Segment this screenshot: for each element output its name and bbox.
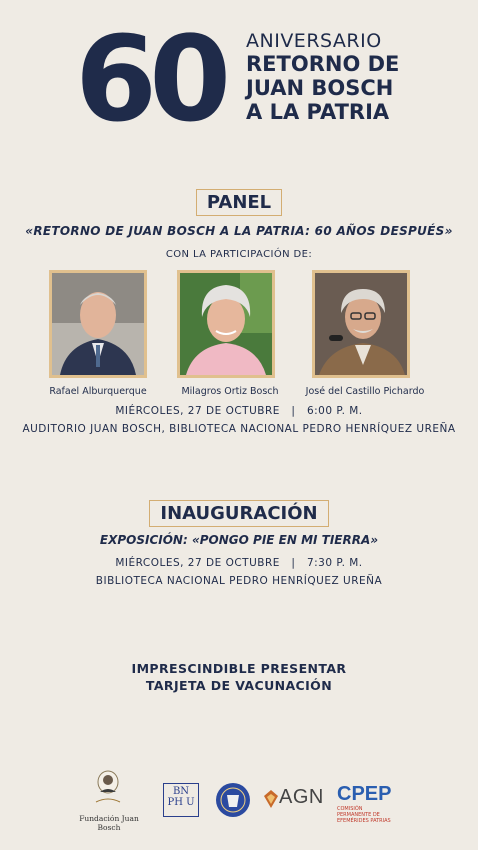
- speaker-name-3: José del Castillo Pichardo: [305, 386, 425, 397]
- inauguration-heading: INAUGURACIÓN: [149, 500, 328, 527]
- agn-logo-text: AGN: [279, 786, 324, 808]
- exhibition-title: EXPOSICIÓN: «PONGO PIE EN MI TIERRA»: [99, 533, 379, 547]
- panel-heading: PANEL: [196, 189, 282, 216]
- anniversary-number: 60: [75, 10, 224, 148]
- panel-title: «RETORNO DE JUAN BOSCH A LA PATRIA: 60 AÑOS DESPUÉS»: [25, 224, 453, 238]
- inauguration-heading-wrap: [0, 500, 478, 527]
- speaker-photo-1: [49, 270, 147, 378]
- header-line-3: JUAN BOSCH: [246, 76, 394, 100]
- fundacion-juan-bosch-label: Fundación Juan Bosch: [79, 814, 139, 832]
- panel-venue: AUDITORIO JUAN BOSCH, BIBLIOTECA NACIONAL PEDRO HENRÍQUEZ UREÑA: [22, 423, 456, 435]
- panel-heading-wrap: [0, 189, 478, 216]
- fundacion-juan-bosch-logo: [94, 770, 122, 814]
- speaker-name-2: Milagros Ortiz Bosch: [181, 386, 279, 397]
- inauguration-date-time: MIÉRCOLES, 27 DE OCTUBRE | 7:30 P. M.: [115, 557, 363, 569]
- bnphu-logo: BN PH U: [163, 783, 199, 817]
- header-line-4: A LA PATRIA: [246, 100, 390, 124]
- university-seal-logo: [215, 781, 251, 823]
- participation-label: CON LA PARTICIPACIÓN DE:: [165, 249, 313, 260]
- panel-date-time: MIÉRCOLES, 27 DE OCTUBRE | 6:00 P. M.: [115, 405, 363, 417]
- cpep-logo-text: CPEP: [337, 783, 392, 805]
- inauguration-venue: BIBLIOTECA NACIONAL PEDRO HENRÍQUEZ UREÑA: [95, 575, 383, 587]
- agn-emblem-icon: [262, 788, 280, 814]
- requirement-line-1: IMPRESCINDIBLE PRESENTAR: [131, 661, 347, 676]
- requirement-line-2: TARJETA DE VACUNACIÓN: [145, 678, 333, 693]
- speaker-photo-3: [312, 270, 410, 378]
- speaker-photo-2: [177, 270, 275, 378]
- cpep-logo-subtitle: COMISIÓN PERMANENTE DE EFEMÉRIDES PATRIAS: [337, 806, 391, 824]
- header-line-anniversary: ANIVERSARIO: [246, 30, 382, 52]
- header-line-2: RETORNO DE: [246, 52, 400, 76]
- speaker-name-1: Rafael Alburquerque: [49, 386, 147, 397]
